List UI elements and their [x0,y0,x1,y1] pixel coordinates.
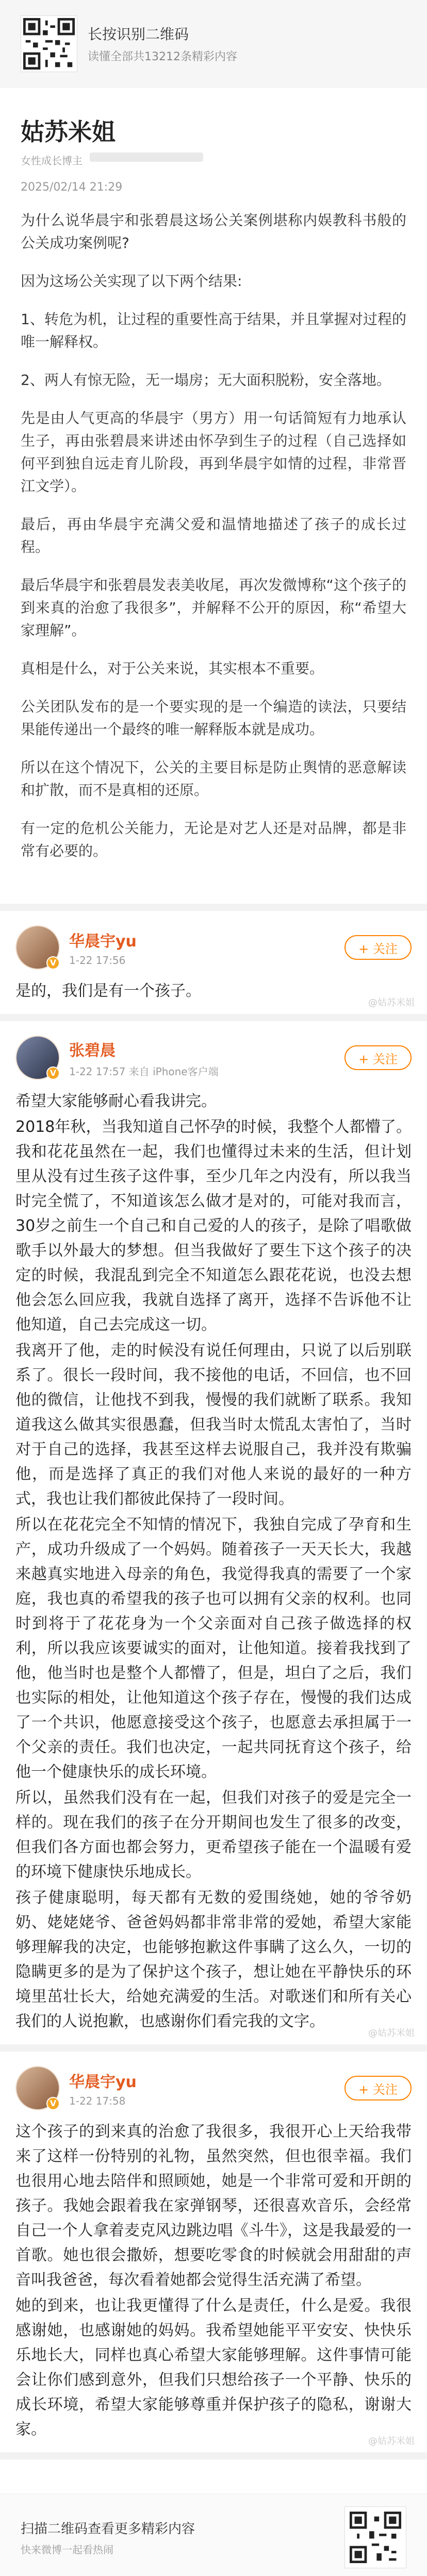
article [0,88,427,904]
article-paragraph: 2、两人有惊无险，无一塌房；无大面积脱粉，安全落地。 [21,371,391,388]
post-meta: 1-22 17:57 来自 iPhone客户端 [69,1065,219,1078]
verified-badge-icon: V [46,956,60,970]
qr-text [88,23,237,64]
weibo-post [0,1014,427,2044]
follow-button[interactable]: + 关注 [344,935,412,960]
post-paragraph: 所以，虽然我们没有在一起，但我们对孩子的爱是完全一样的。现在我们的孩子在分开期间也发生了很多的改变，但我们各方面也都会努力，更希望孩子能在一个温暖有爱的环境下健康快乐地成长。 [15,1789,412,1881]
post-user-info [69,928,335,967]
post-header [15,1036,412,1080]
article-paragraph: 公关团队发布的是一个要实现的是一个编造的读法，只要结果能传递出一个最终的唯一解释版本就是成功。 [21,698,406,738]
article-body [21,209,406,862]
article-paragraph: 因为这场公关实现了以下两个结果: [21,273,242,290]
username-row [69,928,335,951]
post-header [15,925,412,970]
post-body [15,2120,412,2442]
article-paragraph: 真相是什么，对于公关来说，其实根本不重要。 [21,660,324,677]
author-subtitle-row [21,152,406,167]
post-paragraph: 我离开了他，走的时候没有说任何理由，只说了以后别联系了。很长一段时间，我不接他的电话，不回信，也不回他的微信，让他找不到我，慢慢的我们就断了联系。我知道我这么做其实很愚蠢，但我当时太慌乱太害怕了，当时对于自己的选择，我甚至这样去说服自己，我并没有欺骗他，而是选择了真正的我们对他人来说的最好的一种方式，我也让我们都彼此保持了一段时间。 [15,1342,412,1508]
blurred-text [90,152,203,162]
weibo-posts [0,904,427,2452]
bottom-qr-title: 扫描二维码查看更多精彩内容 [21,2521,195,2537]
post-user-info [69,2069,335,2107]
qr-code-icon [23,18,75,70]
avatar[interactable] [15,925,60,970]
article-date: 2025/02/14 21:29 [21,181,123,194]
username[interactable]: 华晨宇yu [69,933,137,951]
article-paragraph: 先是由人气更高的华晨宇（男方）用一句话简短有力地承认生子，再由张碧晨来讲述由怀孕到生子的过程（自己选择如何平到独自远走育儿阶段，再到华晨宇如情的过程，非常晋江文学）。 [21,410,406,495]
username-row [69,2069,335,2092]
article-paragraph: 最后，再由华晨宇充满父爱和温情地描述了孩子的成长过程。 [21,516,406,555]
qr-banner [0,0,427,88]
weibo-post [0,904,427,1014]
verified-badge-icon: V [46,2097,60,2110]
avatar[interactable] [15,1036,60,1080]
qr-code[interactable] [21,15,77,72]
bottom-qr-text [21,2518,195,2556]
watermark: @姑苏米姐 [368,2028,415,2039]
username[interactable]: 张碧晨 [69,1041,116,1060]
bottom-qr-banner [0,2494,427,2576]
post-user-info [69,1038,335,1078]
avatar[interactable] [15,2066,60,2110]
article-paragraph: 最后华晨宇和张碧晨发表美收尾，再次发微博称“这个孩子的到来真的治愈了我很多”，并解释不公开的原因，称“希望大家理解”。 [21,577,406,639]
article-paragraph: 所以在这个情况下，公关的主要目标是防止舆情的恶意解读和扩散，而不是真相的还原。 [21,759,406,799]
username-row [69,1038,335,1060]
post-paragraph: 孩子健康聪明，每天都有无数的爱围绕她，她的爷爷奶奶、姥姥姥爷、爸爸妈妈都非常非常的爱她，希望大家能够理解我的决定，也能够抱歉这件事瞒了这么久，一切的隐瞒更多的是为了保护这个孩子，想让她在平静快乐的环境里茁壮长大，给她充满爱的生活。对歌迷们和所有关心我们的人说抱歉，也感谢你们看完我的文字。 [15,1889,412,2030]
verified-badge-icon: V [46,1066,60,1080]
article-paragraph: 1、转危为机，让过程的重要性高于结果，并且掌握对过程的唯一解释权。 [21,311,406,350]
watermark: @姑苏米姐 [368,997,415,1008]
post-paragraph: 希望大家能够耐心看我讲完。 [15,1092,217,1110]
post-body [15,1089,412,2034]
post-body [15,979,412,1004]
bottom-qr-subtitle: 快来微博一起看热闹 [21,2544,113,2556]
qr-code-icon [350,2512,401,2563]
qr-title: 长按识别二维码 [88,26,189,43]
article-paragraph: 有一定的危机公关能力，无论是对艺人还是对品牌，都是非常有必要的。 [21,820,406,859]
author-subtitle: 女性成长博主 [21,155,83,167]
post-meta: 1-22 17:58 [69,2095,126,2107]
post-paragraph: 所以在花花完全不知情的情况下，我独自完成了孕育和生产，成功升级成了一个妈妈。随着孩子一天天长大，我越来越真实地进入母亲的角色，我觉得我真的需要了一个家庭，我也真的希望我的孩子也可以拥有父亲的权利。也同时到将于了花花身为一个父亲面对自己孩子做选择的权利，所以我应该要诚实的面对，让他知道。接着我找到了他，他当时也是整个人都懵了，但是，坦白了之后，我们也实际的相处，让他知道这个孩子存在，慢慢的我们达成了一个共识，他愿意接受这个孩子，也愿意去承担属于一个父亲的责任。我们也决定，一起共同抚育这个孩子，给他一个健康快乐的成长环境。 [15,1516,412,1781]
follow-button[interactable]: + 关注 [344,2076,412,2100]
qr-subtitle: 读懂全部共13212条精彩内容 [88,50,237,63]
follow-button[interactable]: + 关注 [344,1045,412,1070]
author-name: 姑苏米姐 [21,118,116,146]
footer-spacer [0,2452,427,2494]
post-meta: 1-22 17:56 [69,954,126,967]
article-paragraph: 为什么说华晨宇和张碧晨这场公关案例堪称内娱教科书般的公关成功案例呢? [21,212,406,251]
post-paragraph: 是的，我们是有一个孩子。 [15,982,201,1000]
post-paragraph: 这个孩子的到来真的治愈了我很多，我很开心上天给我带来了这样一份特别的礼物，虽然突然，但也很幸福。我们也很用心地去陪伴和照顾她，她是一个非常可爱和开朗的孩子。我她会跟着我在家弹钢琴，还很喜欢音乐，会经常自己一个人拿着麦克风边跳边唱《斗牛》，这是我最爱的一首歌。她也很会撒娇，想要吃零食的时候就会用甜甜的声音叫我爸爸，每次看着她都会觉得生活充满了希望。 [15,2123,412,2289]
post-header [15,2066,412,2110]
weibo-post [0,2044,427,2452]
post-paragraph: 2018年秋，当我知道自己怀孕的时候，我整个人都懵了。我和花花虽然在一起，我们也懂得过未来的生活，但计划里从没有过生孩子这件事，至少几年之内没有，所以我当时完全慌了，不知道该怎么做才是对的，可能对我而言，30岁之前生一个自己和自己爱的人的孩子，是除了唱歌做歌手以外最大的梦想。但当我做好了要生下这个孩子的决定的时候，我混乱到完全不知道怎么跟花花说，也没去想他会怎么回应我，我就自选择了离开，选择不告诉他不让他知道，自己去完成这一切。 [15,1118,412,1334]
username[interactable]: 华晨宇yu [69,2073,137,2091]
watermark: @姑苏米姐 [368,2436,415,2447]
post-paragraph: 她的到来，也让我更懂得了什么是责任，什么是爱。我很感谢她，也感谢她的妈妈。我希望她能平平安安、快快乐乐地长大，同样也真心希望大家能够理解。这件事情可能会让你们感到意外，但我们只想给孩子一个平静、快乐的成长环境，希望大家能够尊重并保护孩子的隐私，谢谢大家。 [15,2297,412,2438]
bottom-qr-code[interactable] [344,2506,406,2568]
